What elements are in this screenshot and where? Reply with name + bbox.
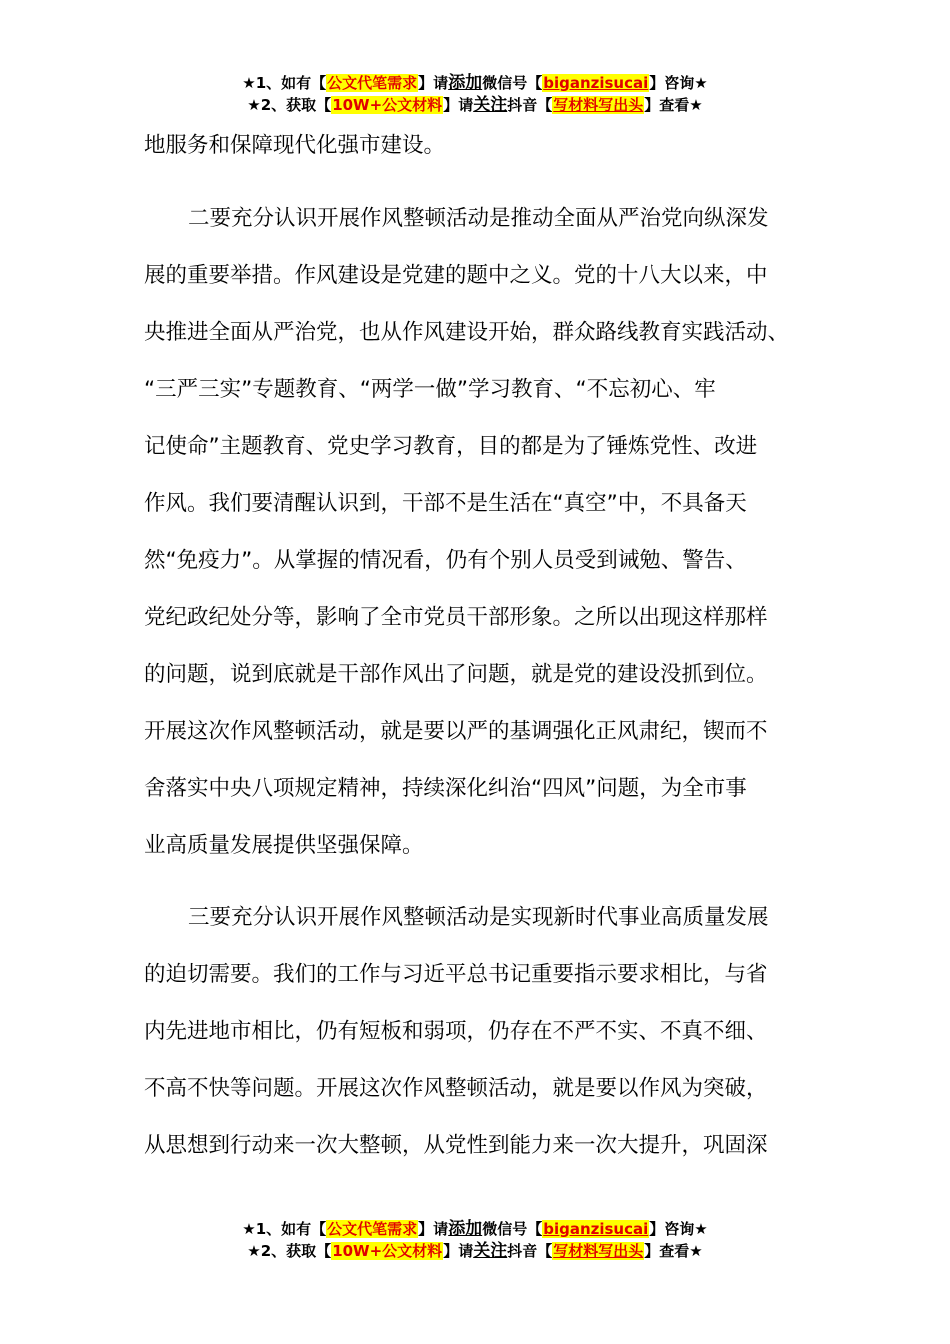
banner-line-2 — [0, 94, 950, 116]
banner-highlight: 公文代笔需求 — [327, 1220, 418, 1238]
douyin-account-link[interactable]: 写材料写出头 — [553, 1242, 644, 1260]
banner-text: ★2、获取【 — [247, 96, 332, 114]
body-line: 央推进全面从严治党，也从作风建设开始，群众路线教育实践活动、 — [144, 320, 790, 345]
body-line: 舍落实中央八项规定精神，持续深化纠治“四风”问题，为全市事 — [144, 776, 747, 801]
banner-highlight: 10W+公文材料 — [332, 1242, 443, 1260]
banner-emphasis: 关注 — [473, 95, 508, 115]
body-line: 的迫切需要。我们的工作与习近平总书记重要指示要求相比，与省 — [144, 962, 768, 987]
body-line: 业高质量发展提供坚强保障。 — [144, 833, 424, 858]
banner-text: ★2、获取【 — [247, 1242, 332, 1260]
banner-text: 】请 — [443, 1242, 474, 1260]
body-line: “三严三实”专题教育、“两学一做”学习教育、“不忘初心、牢 — [144, 377, 716, 402]
banner-text: 抖音【 — [507, 96, 553, 114]
body-line: 然“免疫力”。从掌握的情况看，仍有个别人员受到诫勉、警告、 — [144, 548, 747, 573]
banner-text: 】咨询★ — [649, 74, 708, 92]
body-line: 内先进地市相比，仍有短板和弱项，仍存在不严不实、不真不细、 — [144, 1019, 768, 1044]
wechat-id-link[interactable]: biganzisucai — [543, 74, 649, 92]
body-line: 记使命”主题教育、党史学习教育，目的都是为了锤炼党性、改进 — [144, 434, 758, 459]
banner-text: 】查看★ — [644, 96, 703, 114]
banner-text: 】请 — [418, 74, 449, 92]
paragraph-start-line: 二要充分认识开展作风整顿活动是推动全面从严治党向纵深发 — [188, 206, 769, 231]
banner-text: 】请 — [443, 96, 474, 114]
banner-emphasis: 添加 — [448, 1219, 483, 1239]
footer-banner — [0, 1218, 950, 1262]
body-line: 地服务和保障现代化强市建设。 — [144, 133, 446, 158]
banner-emphasis: 添加 — [448, 73, 483, 93]
body-line: 展的重要举措。作风建设是党建的题中之义。党的十八大以来，中 — [144, 263, 768, 288]
banner-text: ★1、如有【 — [242, 1220, 327, 1238]
paragraph-start-line: 三要充分认识开展作风整顿活动是实现新时代事业高质量发展 — [188, 905, 769, 930]
banner-line-2 — [0, 1240, 950, 1262]
banner-text: 】咨询★ — [649, 1220, 708, 1238]
wechat-id-link[interactable]: biganzisucai — [543, 1220, 649, 1238]
header-banner — [0, 72, 950, 116]
banner-highlight: 公文代笔需求 — [327, 74, 418, 92]
body-line: 不高不快等问题。开展这次作风整顿活动，就是要以作风为突破， — [144, 1076, 768, 1101]
banner-line-1 — [0, 72, 950, 94]
body-line: 开展这次作风整顿活动，就是要以严的基调强化正风肃纪，锲而不 — [144, 719, 768, 744]
body-line: 的问题，说到底就是干部作风出了问题，就是党的建设没抓到位。 — [144, 662, 768, 687]
body-line: 从思想到行动来一次大整顿，从党性到能力来一次大提升，巩固深 — [144, 1133, 768, 1158]
douyin-account-link[interactable]: 写材料写出头 — [553, 96, 644, 114]
body-line: 党纪政纪处分等，影响了全市党员干部形象。之所以出现这样那样 — [144, 605, 768, 630]
body-line: 作风。我们要清醒认识到，干部不是生活在“真空”中，不具备天 — [144, 491, 747, 516]
banner-text: 】查看★ — [644, 1242, 703, 1260]
banner-text: 】请 — [418, 1220, 449, 1238]
banner-text: ★1、如有【 — [242, 74, 327, 92]
banner-highlight: 10W+公文材料 — [332, 96, 443, 114]
banner-line-1 — [0, 1218, 950, 1240]
banner-text: 微信号【 — [482, 74, 543, 92]
banner-emphasis: 关注 — [473, 1241, 508, 1261]
banner-text: 抖音【 — [507, 1242, 553, 1260]
banner-text: 微信号【 — [482, 1220, 543, 1238]
